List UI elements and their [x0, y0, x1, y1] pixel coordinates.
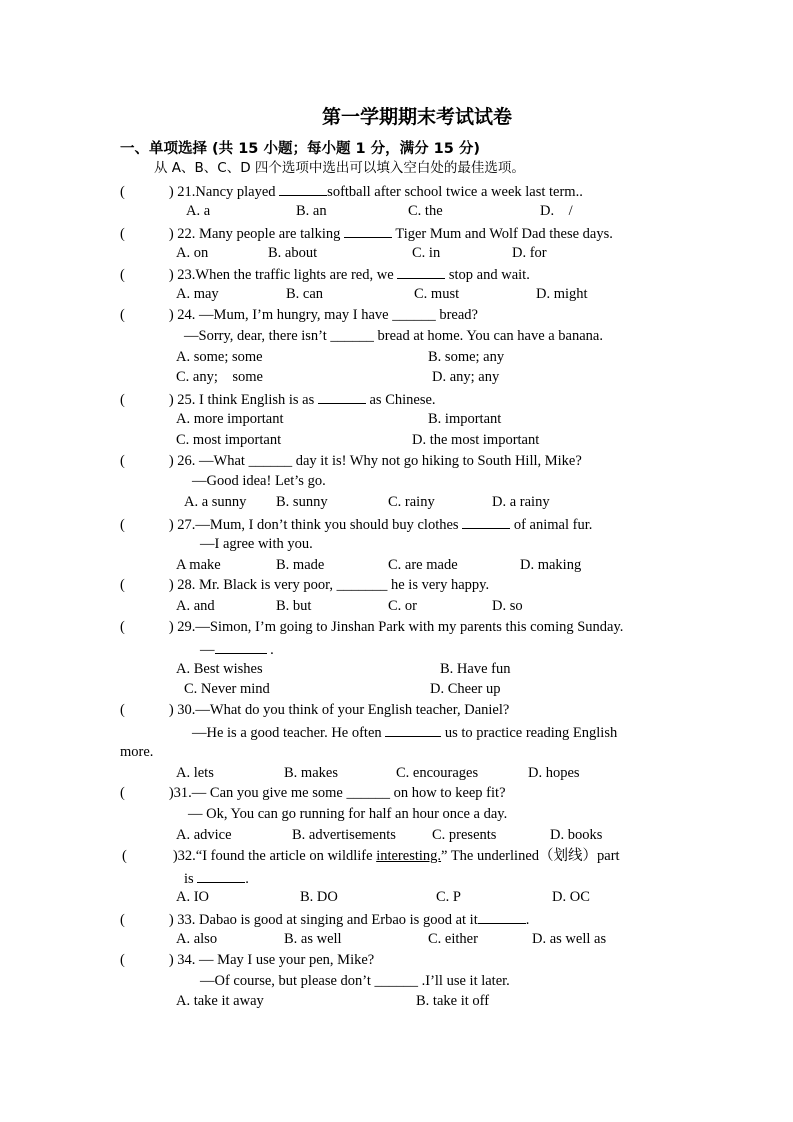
question-24: ( ) 24. —Mum, I’m hungry, may I have ______ bread?: [120, 307, 478, 323]
option: B. Have fun: [440, 661, 511, 677]
option: B. as well: [284, 931, 342, 947]
answer-blank: [385, 724, 441, 737]
dialogue-line: —Of course, but please don’t ______ .I’ll use it later.: [200, 973, 510, 989]
question-30: ( ) 30.—What do you think of your English teacher, Daniel?: [120, 702, 510, 718]
dialogue-line: —Sorry, dear, there isn’t ______ bread at home. You can have a banana.: [184, 328, 603, 344]
page-title: 第一学期期末考试试卷: [322, 107, 513, 128]
option: A. Best wishes: [176, 661, 263, 677]
option: B. take it off: [416, 993, 490, 1009]
option: D. any; any: [432, 369, 500, 385]
option: C. encourages: [396, 765, 479, 781]
dialogue-line: — Ok, You can go running for half an hour once a day.: [188, 806, 508, 822]
option: C. Never mind: [184, 681, 270, 697]
dialogue-line: more.: [120, 744, 154, 760]
section-heading: 一、单项选择 (共 15 小题；每小题 1 分，满分 15 分): [120, 141, 481, 157]
option: B. important: [428, 411, 502, 427]
option: C. the: [408, 203, 443, 219]
answer-blank: [478, 911, 526, 924]
option: C. are made: [388, 557, 458, 573]
option: B. made: [276, 557, 325, 573]
option: D. as well as: [532, 931, 607, 947]
question-21: ( ) 21.Nancy played softball after school twice a week last term..: [120, 184, 583, 200]
question-22: ( ) 22. Many people are talking Tiger Mum and Wolf Dad these days.: [120, 226, 613, 242]
question-23: ( ) 23.When the traffic lights are red, we stop and wait.: [120, 267, 530, 283]
option: C. or: [388, 598, 417, 614]
option: B. advertisements: [292, 827, 396, 843]
option: B. an: [296, 203, 327, 219]
option: D. books: [550, 827, 603, 843]
question-31: ( )31.— Can you give me some ______ on how to keep fit?: [120, 785, 506, 801]
option: C. most important: [176, 432, 282, 448]
option: A. may: [176, 286, 219, 302]
answer-blank: [397, 266, 445, 279]
question-27: ( ) 27.—Mum, I don’t think you should buy clothes of animal fur.: [120, 517, 593, 533]
dialogue-line: — .: [200, 642, 274, 658]
option: A. some; some: [176, 349, 263, 365]
option: A. take it away: [176, 993, 264, 1009]
option: C. either: [428, 931, 478, 947]
dialogue-line: is .: [184, 871, 249, 887]
option: D. OC: [552, 889, 590, 905]
dialogue-line: —Good idea! Let’s go.: [192, 473, 326, 489]
option: B. about: [268, 245, 318, 261]
option: D. might: [536, 286, 588, 302]
dialogue-line: —I agree with you.: [200, 536, 313, 552]
option: D. so: [492, 598, 523, 614]
option: C. any; some: [176, 369, 263, 385]
option: A. advice: [176, 827, 232, 843]
question-25: ( ) 25. I think English is as as Chinese.: [120, 392, 436, 408]
option: D. for: [512, 245, 547, 261]
question-32: ( )32.“I found the article on wildlife interesting.” The underlined（划线）part: [122, 848, 620, 864]
option: A. also: [176, 931, 218, 947]
option: C. in: [412, 245, 441, 261]
option: A. IO: [176, 889, 210, 905]
option: C. must: [414, 286, 460, 302]
option: A. more important: [176, 411, 284, 427]
option: D. a rainy: [492, 494, 550, 510]
underlined-word: interesting.: [376, 848, 442, 864]
answer-blank: [197, 870, 245, 883]
option: A. and: [176, 598, 215, 614]
option: A. lets: [176, 765, 214, 781]
option: B. some; any: [428, 349, 505, 365]
option: B. DO: [300, 889, 338, 905]
section-instruction: 从 A、B、C、D 四个选项中选出可以填入空白处的最佳选项。: [154, 160, 525, 176]
option: A. a sunny: [184, 494, 247, 510]
option: D. Cheer up: [430, 681, 501, 697]
answer-blank: [318, 391, 366, 404]
option: A. on: [176, 245, 209, 261]
option: B. makes: [284, 765, 338, 781]
option: A make: [176, 557, 221, 573]
question-28: ( ) 28. Mr. Black is very poor, _______ he is very happy.: [120, 577, 490, 593]
answer-blank: [279, 183, 327, 196]
option: B. sunny: [276, 494, 328, 510]
question-26: ( ) 26. —What ______ day it is! Why not go hiking to South Hill, Mike?: [120, 453, 582, 469]
option: C. P: [436, 889, 461, 905]
option: A. a: [186, 203, 211, 219]
option: C. presents: [432, 827, 497, 843]
dialogue-line: —He is a good teacher. He often us to practice reading English: [192, 725, 618, 741]
answer-blank: [462, 516, 510, 529]
option: B. but: [276, 598, 312, 614]
answer-blank: [344, 225, 392, 238]
answer-blank: [215, 641, 267, 654]
question-29: ( ) 29.—Simon, I’m going to Jinshan Park with my parents this coming Sunday.: [120, 619, 624, 635]
question-34: ( ) 34. — May I use your pen, Mike?: [120, 952, 375, 968]
option: B. can: [286, 286, 324, 302]
option: C. rainy: [388, 494, 435, 510]
option: D. /: [540, 203, 573, 219]
option: D. hopes: [528, 765, 580, 781]
question-33: ( ) 33. Dabao is good at singing and Erbao is good at it .: [120, 912, 530, 928]
option: D. the most important: [412, 432, 540, 448]
option: D. making: [520, 557, 582, 573]
